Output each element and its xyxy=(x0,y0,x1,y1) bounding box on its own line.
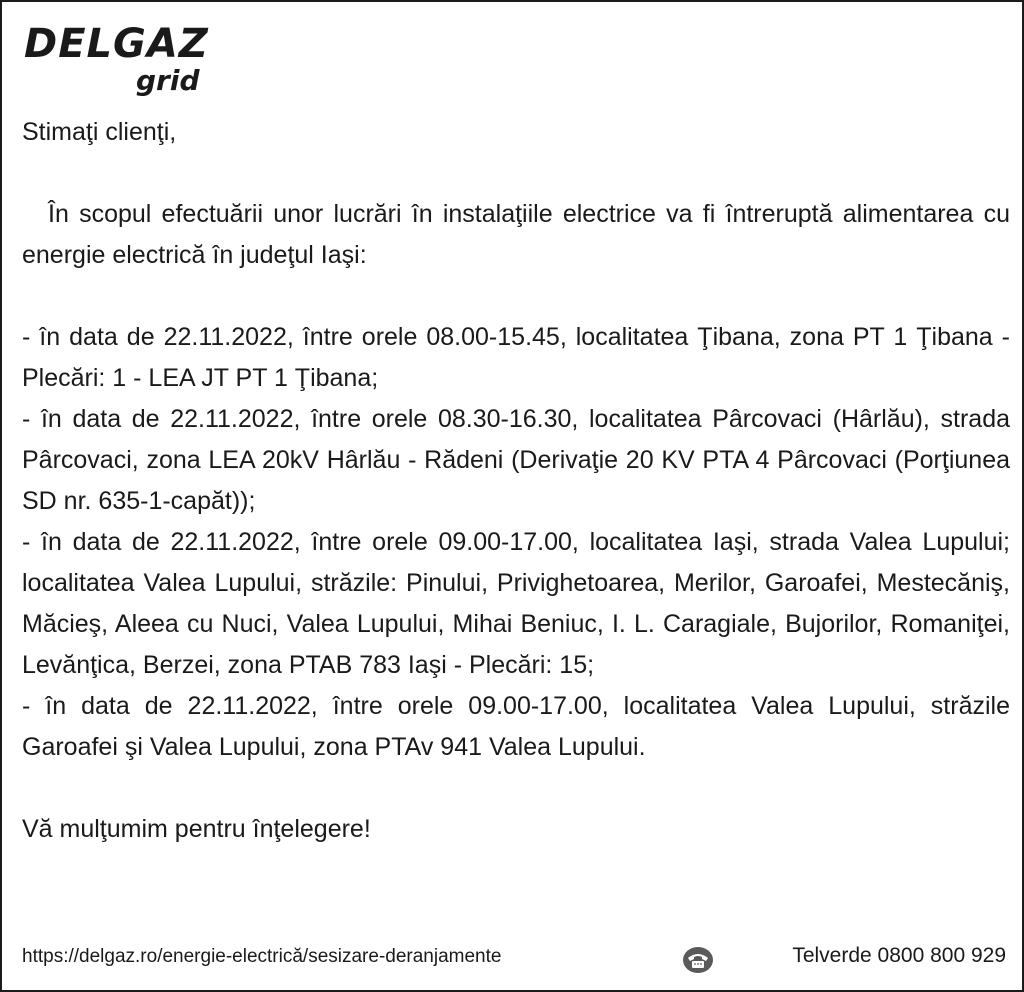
footer-url-link[interactable]: https://delgaz.ro/energie-electrică/sesizare-deranjamente xyxy=(22,946,502,967)
logo-sub: grid xyxy=(136,64,200,97)
outage-item-2: - în data de 22.11.2022, între orele 08.30-16.30, localitatea Pârcovaci (Hârlău), strada Pârcovaci, zona LEA 20kV Hârlău - Rădeni (Derivaţie 20 KV PTA 4 Pârcovaci (Porţiunea SD nr. 635-1-capăt)); xyxy=(22,405,1010,515)
logo-brand: DELGAZ xyxy=(24,21,209,67)
intro-paragraph: În scopul efectuării unor lucrări în instalaţiile electrice va fi întreruptă alimentarea cu energie electrică în judeţul Iaşi: xyxy=(22,200,1010,269)
outage-item-4: - în data de 22.11.2022, între orele 09.00-17.00, localitatea Valea Lupului, străzile Garoafei şi Valea Lupului, zona PTAv 941 Valea Lupului. xyxy=(22,692,1010,761)
footer xyxy=(22,940,1006,976)
greeting: Stimaţi clienţi, xyxy=(22,118,177,146)
outage-item-3: - în data de 22.11.2022, între orele 09.00-17.00, localitatea Iaşi, strada Valea Lupului; localitatea Valea Lupului, străzile: Pinului, Privighetoarea, Merilor, Garoafei, Mestecăniş, Măcieş, Aleea cu Nuci, Valea Lupului, Mihai Beniuc, I. L. Caragiale, Bujorilor, Romaniţei, Levănţica, Berzei, zona PTAB 783 Iaşi - Plecări: 15; xyxy=(22,528,1010,679)
delgaz-grid-logo xyxy=(24,20,224,100)
footer-phone-number: Telverde 0800 800 929 xyxy=(792,944,1006,967)
telephone-icon xyxy=(682,946,714,974)
notice-body xyxy=(22,112,1010,850)
outage-item-1: - în data de 22.11.2022, între orele 08.00-15.45, localitatea Ţibana, zona PT 1 Ţibana - Plecări: 1 - LEA JT PT 1 Ţibana; xyxy=(22,323,1010,392)
thanks-line: Vă mulţumim pentru înţelegere! xyxy=(22,815,371,843)
